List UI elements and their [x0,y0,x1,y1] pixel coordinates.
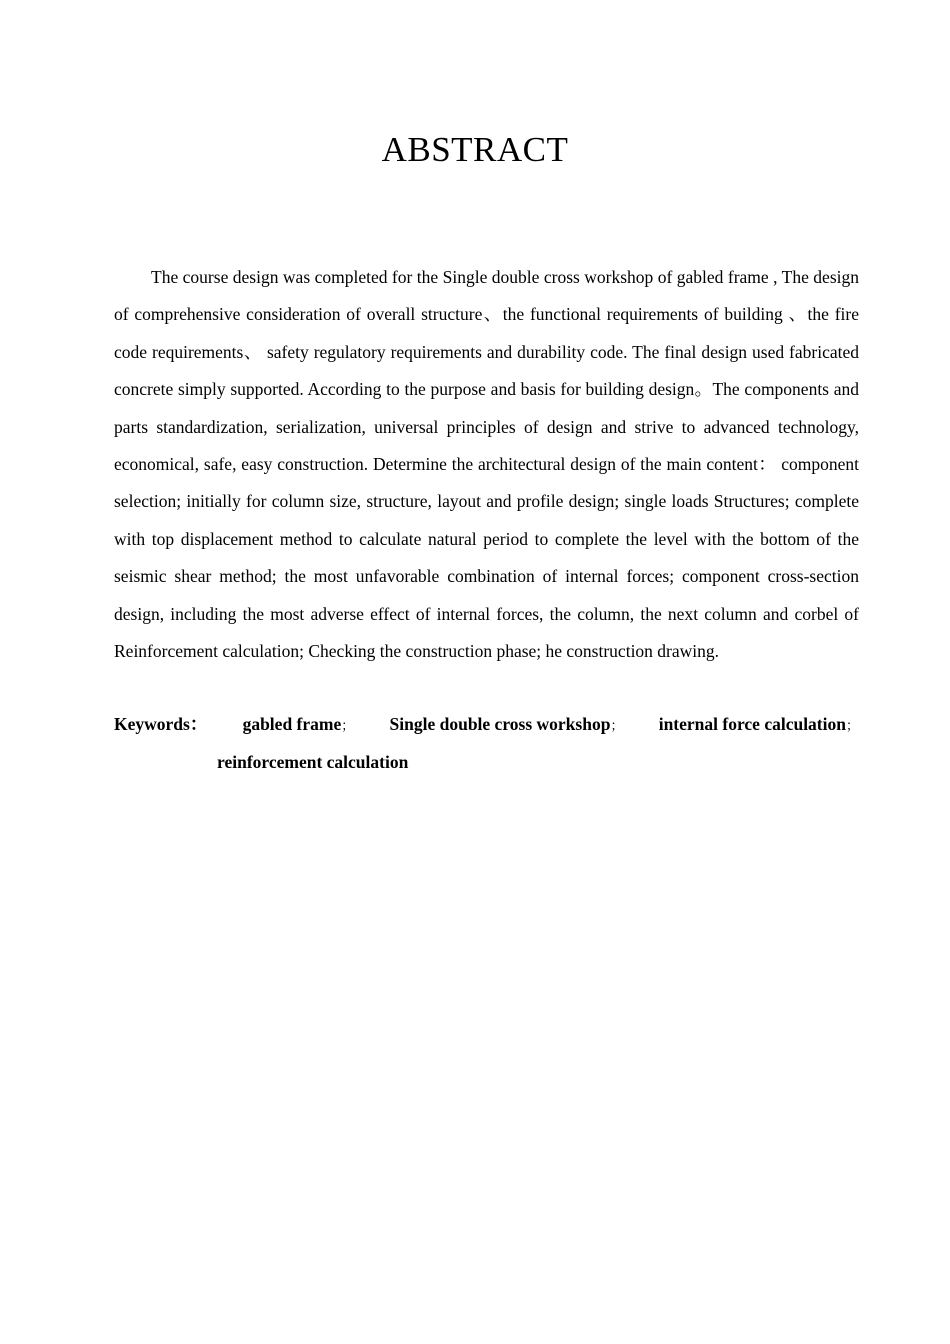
keywords-section [114,706,859,781]
keywords-line-2 [114,744,859,781]
keyword-text: internal force calculation [658,714,846,734]
keyword-item [243,706,355,744]
keyword-text: Single double cross workshop [389,714,611,734]
keyword-item [390,706,624,744]
keyword-text: gabled frame [242,714,342,734]
abstract-body: The course design was completed for the Single double cross workshop of gabled frame , The design of comprehensive consideration of overall structure、the functional requirements of building 、the fire code requirements、 safety regulatory requirements and durability code. The final design used fabricated concrete simply supported. According to the purpose and basis for building design。The components and parts standardization, serialization, universal principles of design and strive to advanced technology, economical, safe, easy construction. Determine the architectural design of the main content： component selection; initially for column size, structure, layout and profile design; single loads Structures; complete with top displacement method to calculate natural period to complete the level with the bottom of the seismic shear method; the most unfavorable combination of internal forces; component cross-section design, including the most adverse effect of internal forces, the column, the next column and corbel of Reinforcement calculation; Checking the construction phase; he construction drawing. [114,267,859,662]
keywords-line-1 [114,706,859,744]
keyword-separator: ； [341,718,355,733]
keyword-separator: ； [845,718,859,733]
keyword-item [659,706,859,744]
keyword-text: reinforcement calculation [217,752,409,772]
abstract-title: ABSTRACT [381,130,569,169]
keywords-label: Keywords： [114,714,208,734]
keyword-separator: ； [610,718,624,733]
